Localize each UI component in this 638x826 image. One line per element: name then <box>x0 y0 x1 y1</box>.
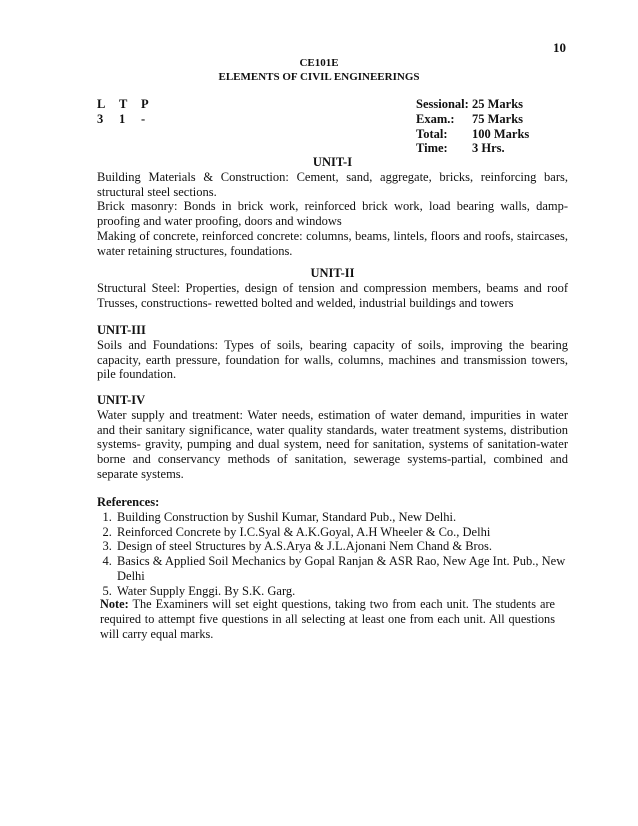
unit-4 <box>97 393 568 482</box>
references-list <box>97 510 568 599</box>
unit-3 <box>97 323 568 382</box>
course-code: CE101E <box>299 57 339 69</box>
ltp-header-p: P <box>141 97 149 111</box>
marks-total <box>416 127 529 142</box>
unit-title: UNIT-III <box>97 323 146 337</box>
unit-paragraph: Building Materials & Construction: Cement, sand, aggregate, bricks, reinforcing bars, structural steel sections. <box>97 169 568 199</box>
unit-1 <box>97 155 568 259</box>
ltp-value-l: 3 <box>97 112 104 126</box>
reference-item: 1. Building Construction by Sushil Kumar, Standard Pub., New Delhi. <box>115 510 568 525</box>
note-label: Note: <box>100 597 129 611</box>
page-number: 10 <box>553 40 566 55</box>
marks-value: 75 Marks <box>472 112 524 126</box>
marks-label: Total: <box>416 127 448 141</box>
reference-item: 4. Basics & Applied Soil Mechanics by Gopal Ranjan & ASR Rao, New Age Int. Pub., New Delhi <box>115 554 568 584</box>
marks-value: 25 Marks <box>472 97 524 111</box>
marks-value: 3 Hrs. <box>472 141 505 155</box>
unit-title: UNIT-I <box>312 155 353 169</box>
course-title: ELEMENTS OF CIVIL ENGINEERINGS <box>218 71 420 83</box>
unit-paragraph: Structural Steel: Properties, design of tension and compression members, beams and roof Trusses, constructions- rewetted bolted and welded, industrial buildings and towers <box>97 280 568 310</box>
marks-sessional <box>416 97 523 112</box>
unit-2 <box>97 266 568 310</box>
note-text: The Examiners will set eight questions, taking two from each unit. The students are required to attempt five questions in all selecting at least one from each unit. All questions will carry equal marks. <box>100 597 555 641</box>
unit-paragraph: Water supply and treatment: Water needs, estimation of water demand, impurities in water and their sanitary significance, water quality standards, water treatment systems, distribution systems- gravity, pumping and dual system, need for sanitation, systems of sanitation-water borne and conservancy methods of sanitation, sewerage systems-partial, combined and separate systems. <box>97 407 568 481</box>
unit-title: UNIT-II <box>310 266 355 280</box>
ltp-values <box>97 112 163 127</box>
exam-note <box>100 597 555 641</box>
references <box>97 495 568 599</box>
marks-value: 100 Marks <box>472 127 530 141</box>
marks-label: Exam.: <box>416 112 455 126</box>
ltp-headers <box>97 97 163 112</box>
ltp-header-l: L <box>97 97 106 111</box>
unit-paragraph: Brick masonry: Bonds in brick work, reinforced brick work, load bearing walls, damp-proofing and water proofing, doors and windows <box>97 199 568 229</box>
reference-item: 3. Design of steel Structures by A.S.Arya & J.L.Ajonani Nem Chand & Bros. <box>115 539 568 554</box>
marks-time <box>416 141 505 156</box>
unit-title: UNIT-IV <box>97 393 146 407</box>
marks-label: Sessional: <box>416 97 469 111</box>
ltp-value-t: 1 <box>119 112 126 126</box>
marks-label: Time: <box>416 141 448 155</box>
ltp-header-t: T <box>119 97 128 111</box>
marks-exam <box>416 112 523 127</box>
unit-paragraph: Soils and Foundations: Types of soils, bearing capacity of soils, improving the bearing capacity, earth pressure, foundation for walls, columns, machines and transmission towers, pile foundation. <box>97 337 568 382</box>
references-title: References: <box>97 495 160 509</box>
reference-item: 5. Water Supply Enggi. By S.K. Garg. <box>115 584 568 599</box>
unit-paragraph: Making of concrete, reinforced concrete: columns, beams, lintels, floors and roofs, staircases, water retaining structures, foundations. <box>97 228 568 258</box>
reference-item: 2. Reinforced Concrete by I.C.Syal & A.K.Goyal, A.H Wheeler & Co., Delhi <box>115 525 568 540</box>
ltp-value-p: - <box>141 112 146 126</box>
